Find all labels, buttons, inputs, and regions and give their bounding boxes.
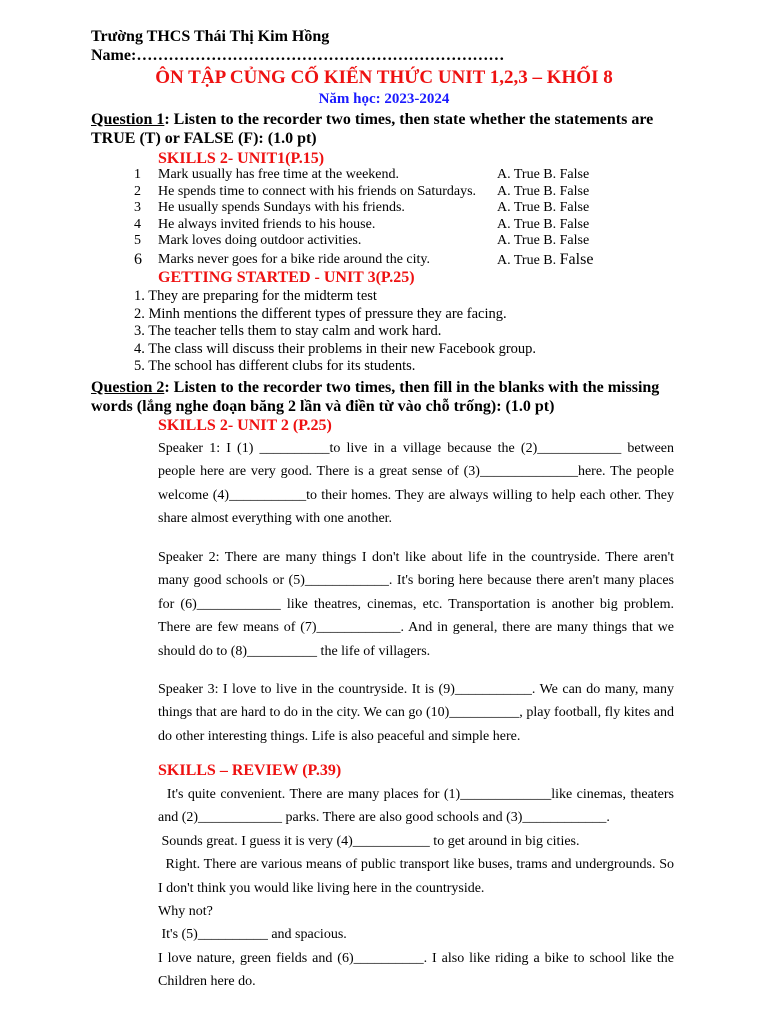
list-item: 1. They are preparing for the midterm test	[134, 288, 377, 304]
statement-row	[134, 250, 593, 270]
section-title-skills2-unit2: SKILLS 2- UNIT 2 (P.25)	[158, 417, 332, 434]
statement-row	[134, 184, 593, 201]
statement-options	[497, 217, 593, 234]
option-a: A. True	[497, 252, 540, 268]
statement-text: Mark usually has free time at the weekend.	[158, 167, 400, 183]
statement-options	[497, 167, 593, 184]
dialogue-line: It's quite convenient. There are many places for (1)_____________like cinemas, theaters and (2)____________ parks. There are also good schools and (3)____________.	[158, 787, 674, 826]
section-title-skills2-unit1: SKILLS 2- UNIT1(P.15)	[158, 150, 325, 167]
dialogue-line: Right. There are various means of public transport like buses, trams and undergrounds. So I don't think you would like living here in the countryside.	[158, 857, 674, 896]
option-a: A. True	[497, 216, 540, 232]
option-b: B. False	[543, 216, 590, 232]
statement-number: 5	[134, 233, 141, 249]
question-2-instruction: : Listen to the recorder two times, then fill in the blanks with the missing words (lắng nghe đoạn băng 2 lần và điền từ vào chỗ trống): (1.0 pt)	[91, 379, 660, 415]
statement-row	[134, 200, 593, 217]
statement-number: 3	[134, 200, 141, 216]
option-b: B.	[543, 252, 557, 268]
statement-text: He usually spends Sundays with his friends.	[158, 200, 405, 216]
statement-options	[497, 184, 593, 201]
speaker-1-paragraph: Speaker 1: I (1) __________to live in a village because the (2)____________ between people here are very good. There is a great sense of (3)______________here. The people welcome (4)___________to their homes. They are always willing to help each other. They share almost everything with one another.	[158, 441, 674, 527]
section-title-skills-review: SKILLS – REVIEW (P.39)	[158, 762, 342, 779]
speaker-3-paragraph: Speaker 3: I love to live in the countryside. It is (9)___________. We can do many, many things that are hard to do in the city. We can go (10)__________, play football, fly kites and do other interesting things. Life is also peaceful and simple here.	[158, 682, 674, 744]
dialogue-line: Sounds great. I guess it is very (4)___________ to get around in big cities.	[158, 833, 580, 849]
option-b: B. False	[543, 200, 590, 216]
worksheet-title: ÔN TẬP CỦNG CỐ KIẾN THỨC UNIT 1,2,3 – KHỐI 8	[155, 67, 613, 88]
school-name: Trường THCS Thái Thị Kim Hồng	[91, 28, 330, 45]
option-a: A. True	[497, 233, 540, 249]
section-title-getting-started-unit3: GETTING STARTED - UNIT 3(P.25)	[158, 269, 415, 286]
dialogue-line: It's (5)__________ and spacious.	[158, 927, 347, 943]
statement-number: 1	[134, 167, 141, 183]
option-a: A. True	[497, 167, 540, 183]
option-a: A. True	[497, 200, 540, 216]
statement-options	[497, 200, 593, 217]
option-a: A. True	[497, 183, 540, 199]
statement-options	[497, 250, 593, 270]
review-dialogue	[158, 783, 674, 994]
getting-started-list	[134, 288, 536, 376]
statement-row	[134, 217, 593, 234]
list-item: 2. Minh mentions the different types of pressure they are facing.	[134, 305, 507, 322]
statement-text: Marks never goes for a bike ride around the city.	[158, 251, 430, 267]
question-1-heading	[91, 110, 681, 148]
statement-row	[134, 233, 593, 250]
statement-number: 4	[134, 216, 141, 232]
statement-text: Mark loves doing outdoor activities.	[158, 233, 362, 249]
option-b: B. False	[543, 233, 590, 249]
option-b-word: False	[559, 250, 594, 268]
speaker-2-paragraph: Speaker 2: There are many things I don't like about life in the countryside. There aren't many good schools or (5)____________. It's boring here because there aren't many places for (6)____________ like theatres, cinemas, etc. Transportation is another big problem. There are few means of (7)____________. And in general, there are many things that we should do to (8)__________ the life of villagers.	[158, 550, 674, 659]
option-b: B. False	[543, 167, 590, 183]
statement-row	[134, 167, 593, 184]
list-item: 4. The class will discuss their problems in their new Facebook group.	[134, 340, 537, 357]
statement-text: He always invited friends to his house.	[158, 216, 376, 232]
statement-text: He spends time to connect with his friends on Saturdays.	[158, 183, 477, 199]
name-label: Name:……………………………………………………………	[91, 47, 505, 64]
list-item: 3. The teacher tells them to stay calm and work hard.	[134, 323, 442, 340]
school-year: Năm học: 2023-2024	[318, 91, 450, 107]
question-2-heading	[91, 378, 681, 416]
question-1-label: Question 1	[91, 111, 165, 128]
dialogue-line: I love nature, green fields and (6)__________. I also like riding a bike to school like the Children here do.	[158, 950, 674, 990]
question-2-label: Question 2	[91, 379, 165, 396]
list-item: 5. The school has different clubs for its students.	[134, 358, 416, 375]
true-false-table	[134, 167, 593, 270]
option-b: B. False	[543, 183, 590, 199]
dialogue-line: Why not?	[158, 904, 213, 920]
statement-number: 2	[134, 183, 141, 199]
statement-options	[497, 233, 593, 250]
question-1-instruction: : Listen to the recorder two times, then state whether the statements are TRUE (T) or FALSE (F): (1.0 pt)	[91, 111, 654, 147]
statement-number: 6	[134, 250, 142, 268]
